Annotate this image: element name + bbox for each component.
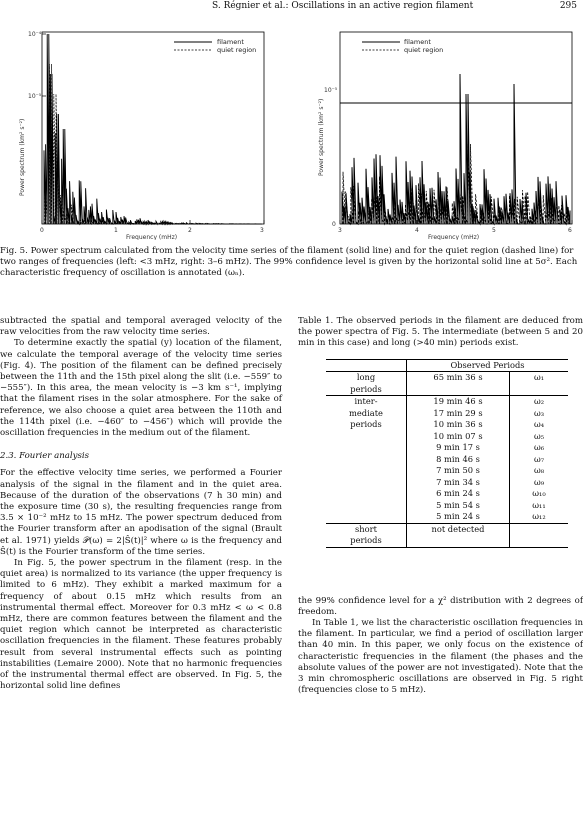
- left-spectrum-plot: [14, 26, 272, 240]
- observed-periods-table: [326, 359, 568, 548]
- table-header-observed-periods: Observed Periods: [450, 359, 525, 370]
- right-xtick-4: 4: [415, 227, 419, 234]
- table-cell-period: 7 min 34 s: [407, 477, 510, 489]
- table-row: [326, 500, 568, 512]
- right-text-column: [298, 316, 583, 696]
- table-row: [326, 523, 568, 535]
- right-plot-legend: [362, 38, 443, 54]
- table-row: [326, 477, 568, 489]
- table-body: [326, 372, 568, 548]
- table-cell-group: [326, 488, 407, 500]
- table-cell-omega: ω₃: [533, 407, 545, 418]
- table-row: [326, 535, 568, 547]
- table-row: [326, 465, 568, 477]
- table-cell-omega: ω₂: [533, 396, 545, 407]
- table-cell-omega: [510, 535, 569, 547]
- paragraph-fourier: For the effective velocity time series, we performed a Fourier analysis of the signal in the filament and in the quiet area. Because of the duration of the observations (7 h 30 min) and the exposure time (30 s), the resulting frequencies range from 3.5 × 10⁻² mHz to 15 mHz. The power spectrum deduced from the Fourier transform after an apodisation of the signal (Brault et al. 1971) yields 𝒫(ω) = 2|Ŝ(t)|² where ω is the frequency and Ŝ(t) is the Fourier transform of the time series.: [0, 468, 282, 557]
- left-plot-frame: [42, 32, 264, 224]
- table-row: [326, 488, 568, 500]
- left-ytick-mid: 10⁻⁵: [28, 93, 42, 100]
- right-xtick-6: 6: [568, 227, 572, 234]
- left-xlabel: Frequency (mHz): [126, 234, 178, 240]
- table-cell-group: long: [326, 372, 407, 384]
- paragraph-continuation: subtracted the spatial and temporal averaged velocity of the raw velocities from the raw velocity time series.: [0, 316, 282, 338]
- right-ylabel: Power spectrum (km² s⁻²): [318, 98, 325, 176]
- right-ytick-top: 10⁻⁵: [324, 87, 338, 94]
- table-cell-group: periods: [326, 384, 407, 396]
- left-xtick-1: 1: [114, 227, 118, 234]
- paragraph-spectrum: In Fig. 5, the power spectrum in the filament (resp. in the quiet area) is normalized to its variance (the upper frequency is limited to 6 mHz). They exhibit a marked maximum for a frequency of about 0.15 mHz which results from an instrumental thermal effect. Moreover for 0.3 mHz < ω < 0.8 mHz, there are common features between the filament and the quiet region which cannot be interpreted as characteristic oscillation frequencies in the filament. These features probably result from several instrumental effects such as pointing instabilities (Lemaire 2000). Note that no harmonic frequencies of the instrumental thermal effect are observed. In Fig. 5, the horizontal solid line defines: [0, 558, 282, 692]
- table-row: [326, 511, 568, 523]
- table-cell-period: 6 min 24 s: [407, 488, 510, 500]
- right-plot-svg: [318, 26, 580, 240]
- table-cell-omega: ω₈: [533, 465, 545, 476]
- table-cell-omega: ω₁₀: [532, 488, 546, 499]
- left-legend-filament: filament: [217, 38, 244, 46]
- table-cell-group: [326, 465, 407, 477]
- table-cell-omega: ω₅: [533, 430, 545, 441]
- right-xlabel: Frequency (mHz): [428, 234, 480, 240]
- paragraph-location: To determine exactly the spatial (y) location of the filament, we calculate the temporal average of the velocity time series (Fig. 4). The position of the filament can be defined precisely between the 11th and the 15th pixel along the slit (i.e. −559″ to −555″). In this area, the mean velocity is −3 km s⁻¹, implying that the filament rises in the solar atmosphere. For the sake of reference, we also choose a quiet area between the 110th and the 114th pixel (i.e. −460″ to −456″) which will provide the oscillation frequencies in the medium out of the filament.: [0, 338, 282, 439]
- right-xtick-3: 3: [338, 227, 342, 234]
- table-row: [326, 408, 568, 420]
- table-cell-omega: [510, 523, 569, 535]
- left-text-column: [0, 316, 282, 693]
- table-row: [326, 419, 568, 431]
- left-xtick-0: 0: [40, 227, 44, 234]
- table-cell-omega: [510, 384, 569, 396]
- left-plot-legend: [174, 38, 256, 54]
- paragraph-table-discussion: In Table 1, we list the characteristic oscillation frequencies in the filament. In particular, we find a period of oscillation larger than 40 min. In this paper, we only focus on the existence of characteristic frequencies in the filament (the phases and the absolute values of the power are not investigated). Note that the 3 min chromospheric oscillations are observed in Fig. 5 right (frequencies close to 5 mHz).: [298, 618, 583, 696]
- table-cell-omega: ω₁₂: [532, 511, 546, 522]
- table-cell-omega: ω₆: [533, 442, 545, 453]
- table-row: [326, 396, 568, 408]
- page-number: 295: [559, 1, 577, 11]
- table-cell-group: periods: [326, 419, 407, 431]
- left-legend-quiet: quiet region: [217, 46, 257, 54]
- figure-caption: Fig. 5. Power spectrum calculated from the velocity time series of the filament (solid line) and for the quiet region (dashed line) for two ranges of frequencies (left: <3 mHz, right: 3–6 mHz). The 99% confidence level is given by the horizontal solid line at 5σ². Each characteristic frequency of oscillation is annotated (ωₙ).: [0, 246, 578, 278]
- left-ytick-top: 10⁻⁴: [28, 31, 42, 38]
- table-cell-group: [326, 477, 407, 489]
- paragraph-confidence: the 99% confidence level for a χ² distribution with 2 degrees of freedom.: [298, 595, 583, 617]
- table-cell-group: short: [326, 523, 407, 535]
- table-row: [326, 372, 568, 384]
- table-cell-period: [407, 535, 510, 547]
- running-header: [0, 0, 583, 14]
- right-plot-spectrum: [342, 74, 570, 224]
- table-cell-omega: ω₁₁: [532, 499, 546, 510]
- right-spectrum-plot: [318, 26, 580, 240]
- table-cell-period: 65 min 36 s: [407, 372, 510, 384]
- left-plot-spectrum: [44, 34, 262, 224]
- table-cell-period: 8 min 46 s: [407, 454, 510, 466]
- table-cell-group: [326, 431, 407, 443]
- table-cell-period: not detected: [407, 523, 510, 535]
- table-cell-group: periods: [326, 535, 407, 547]
- table-row: [326, 442, 568, 454]
- table-cell-group: [326, 500, 407, 512]
- table-cell-period: 5 min 54 s: [407, 500, 510, 512]
- left-ylabel: Power spectrum (km² s⁻²): [19, 118, 26, 196]
- table-cell-group: [326, 511, 407, 523]
- table-caption: Table 1. The observed periods in the filament are deduced from the power spectra of Fig. 5. The intermediate (between 5 and 20 min in this case) and long (>40 min) periods exist.: [298, 316, 583, 349]
- table-cell-period: 19 min 46 s: [407, 396, 510, 408]
- table-cell-group: inter-: [326, 396, 407, 408]
- table-cell-group: [326, 454, 407, 466]
- table-cell-period: [407, 384, 510, 396]
- table-row: [326, 384, 568, 396]
- table-row: [326, 454, 568, 466]
- table-cell-period: 9 min 17 s: [407, 442, 510, 454]
- right-xtick-5: 5: [492, 227, 496, 234]
- table-header-row: [326, 359, 568, 372]
- left-plot-svg: [14, 26, 272, 240]
- table-cell-period: 7 min 50 s: [407, 465, 510, 477]
- table-row: [326, 431, 568, 443]
- table-cell-omega: ω₇: [533, 453, 545, 464]
- table-cell-group: mediate: [326, 408, 407, 420]
- right-ytick-zero: 0: [332, 221, 336, 228]
- table-cell-omega: ω₄: [533, 419, 545, 430]
- table-cell-group: [326, 442, 407, 454]
- table-cell-period: 10 min 07 s: [407, 431, 510, 443]
- table-cell-period: 10 min 36 s: [407, 419, 510, 431]
- table-cell-period: 5 min 24 s: [407, 511, 510, 523]
- header-title: S. Régnier et al.: Oscillations in an active region filament: [212, 1, 474, 11]
- table-cell-omega: ω₉: [533, 476, 545, 487]
- right-legend-quiet: quiet region: [404, 46, 444, 54]
- table-cell-period: 17 min 29 s: [407, 408, 510, 420]
- section-heading-fourier: 2.3. Fourier analysis: [0, 451, 90, 462]
- left-xtick-3: 3: [260, 227, 264, 234]
- table-cell-omega: ω₁: [533, 372, 545, 383]
- left-xtick-2: 2: [188, 227, 192, 234]
- right-legend-filament: filament: [404, 38, 431, 46]
- left-plot-ticks: [42, 34, 264, 224]
